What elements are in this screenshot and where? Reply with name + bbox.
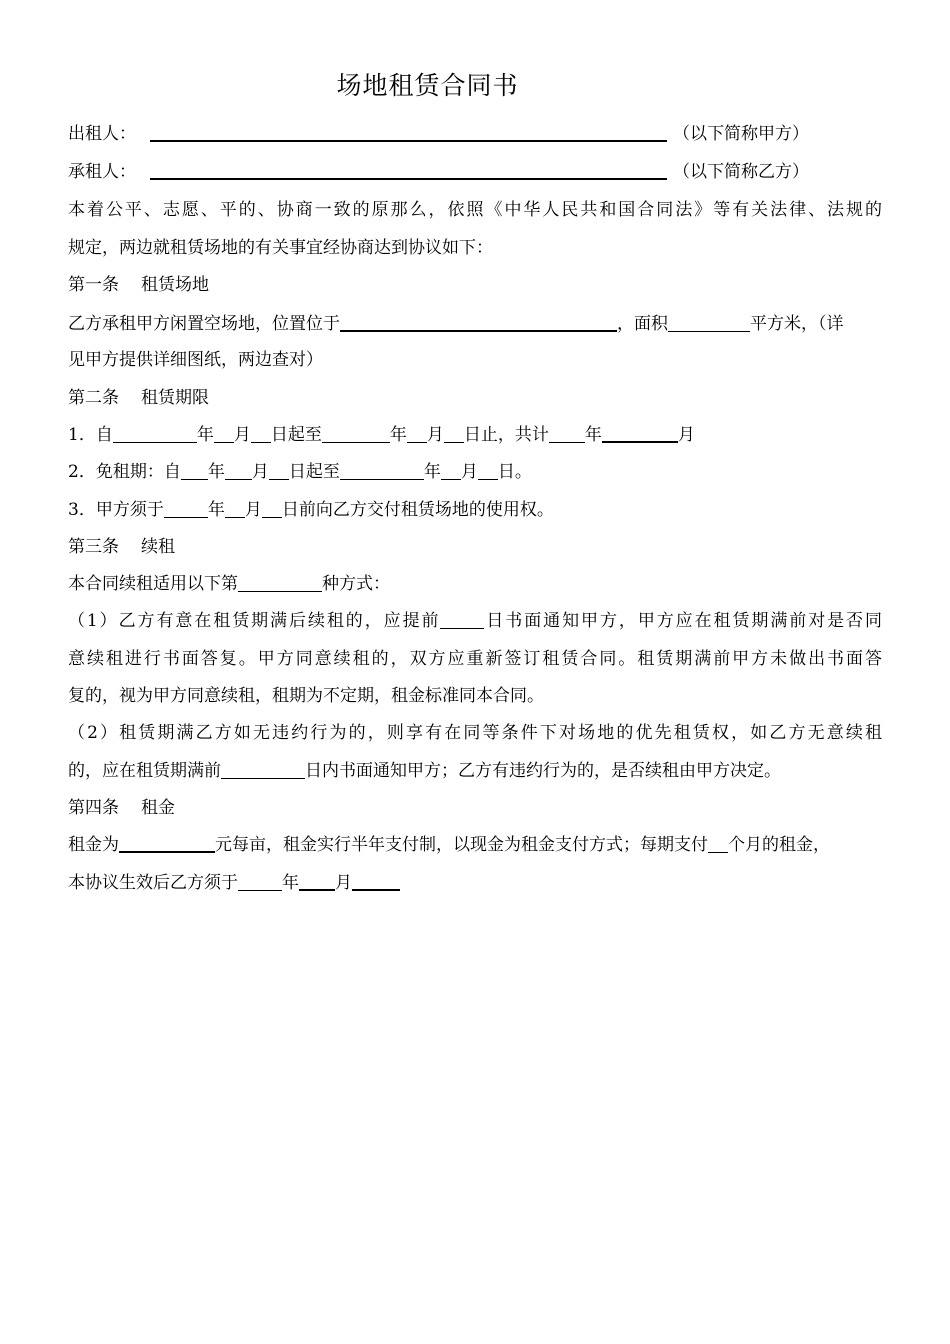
article-1-name: 租赁场地 — [141, 275, 209, 295]
delivery-day-blank[interactable] — [262, 499, 282, 518]
lessor-label: 出租人： — [68, 124, 136, 144]
months-per-payment-blank[interactable] — [708, 834, 728, 853]
renewal-method-blank[interactable] — [238, 573, 322, 592]
free-end-year-blank[interactable] — [340, 461, 424, 480]
delivery-item — [68, 498, 554, 522]
start-year-blank[interactable] — [113, 424, 197, 443]
text: 日内书面通知甲方；乙方有违约行为的，是否续租由甲方决定。 — [305, 761, 781, 781]
article-2-name: 租赁期限 — [141, 388, 209, 408]
text: 日书面通知甲方，甲方应在租赁期满前对是否同 — [484, 611, 882, 631]
end-year-blank[interactable] — [322, 424, 390, 443]
text: 年 — [389, 425, 407, 445]
site-area-blank[interactable] — [668, 313, 750, 332]
free-end-day-blank[interactable] — [478, 461, 498, 480]
free-start-year-blank[interactable] — [181, 461, 208, 480]
text: 年 — [196, 425, 214, 445]
article-4-name: 租金 — [141, 798, 175, 818]
payment-year-blank[interactable] — [238, 872, 282, 891]
article-3-heading — [68, 535, 175, 559]
lessee-blank[interactable] — [150, 160, 667, 180]
text: 月 — [335, 873, 352, 893]
text: 本合同续租适用以下第 — [68, 574, 238, 594]
delivery-month-blank[interactable] — [225, 499, 245, 518]
text: 月 — [251, 462, 269, 482]
article-3-name: 续租 — [141, 537, 175, 557]
payment-day-blank[interactable] — [352, 871, 400, 891]
delivery-year-blank[interactable] — [164, 499, 208, 518]
lessee-label: 承租人： — [68, 162, 136, 182]
text: 年 — [423, 462, 441, 482]
total-months-blank[interactable] — [602, 423, 678, 443]
rent-line-1 — [68, 833, 830, 857]
free-end-month-blank[interactable] — [441, 461, 461, 480]
renewal-notice-days-blank[interactable] — [221, 760, 305, 779]
lessor-blank[interactable] — [150, 122, 667, 142]
text: 日前向乙方交付租赁场地的使用权。 — [281, 500, 554, 520]
text: 年 — [584, 425, 602, 445]
end-month-blank[interactable] — [407, 424, 427, 443]
lessee-note: （以下简称乙方） — [673, 162, 809, 182]
text: 日止，共计 — [463, 425, 549, 445]
article-3-number: 第三条 — [68, 537, 119, 557]
site-area-unit: 平方米，（详 — [750, 314, 844, 334]
text: 月 — [426, 425, 444, 445]
text: 本协议生效后乙方须于 — [68, 873, 238, 893]
renewal-clause-1-line-2: 意续租进行书面答复。甲方同意续租的，双方应重新签订租赁合同。租赁期满前甲方未做出书面答 — [68, 649, 882, 669]
text: 3．甲方须于 — [68, 500, 164, 520]
lessee-line — [68, 160, 809, 184]
text: 月 — [677, 425, 695, 445]
preamble-line-2: 规定，两边就租赁场地的有关事宜经协商达到协议如下： — [68, 238, 493, 258]
text: 租金为 — [68, 835, 119, 855]
renewal-clause-1-line-1 — [68, 609, 882, 633]
text: 月 — [233, 425, 251, 445]
total-years-blank[interactable] — [549, 424, 585, 443]
text: 年 — [207, 462, 225, 482]
rent-amount-blank[interactable] — [119, 833, 215, 853]
preamble-line-1: 本着公平、志愿、平的、协商一致的原那么，依照《中华人民共和国合同法》等有关法律、法规的 — [68, 200, 882, 220]
text: 个月的租金， — [728, 835, 830, 855]
text: 种方式： — [322, 574, 390, 594]
lessor-note: （以下简称甲方） — [673, 124, 809, 144]
site-area-label: ，面积 — [617, 314, 668, 334]
site-location-blank[interactable] — [340, 312, 617, 332]
text: 月 — [460, 462, 478, 482]
text: 日起至 — [270, 425, 322, 445]
article-2-heading — [68, 386, 209, 410]
renewal-clause-1-line-3: 复的，视为甲方同意续租，租期为不定期，租金标准同本合同。 — [68, 686, 544, 706]
text: 年 — [282, 873, 299, 893]
start-month-blank[interactable] — [214, 424, 234, 443]
text: 2．免租期：自 — [68, 462, 181, 482]
article-4-heading — [68, 796, 175, 820]
renewal-clause-2-line-1: （2）租赁期满乙方如无违约行为的，则享有在同等条件下对场地的优先租赁权，如乙方无意续租 — [68, 723, 882, 743]
article-1-heading — [68, 273, 209, 297]
end-day-blank[interactable] — [444, 424, 464, 443]
rent-free-item — [68, 460, 532, 484]
renewal-clause-2-line-2 — [68, 759, 781, 783]
text: 年 — [207, 500, 225, 520]
article-2-number: 第二条 — [68, 388, 119, 408]
notice-days-blank[interactable] — [440, 610, 484, 629]
renewal-intro — [68, 572, 390, 596]
text: 月 — [244, 500, 262, 520]
text: 1．自 — [68, 425, 113, 445]
start-day-blank[interactable] — [251, 424, 271, 443]
document-title: 场地租赁合同书 — [336, 71, 519, 100]
rent-line-2 — [68, 871, 400, 895]
payment-month-blank[interactable] — [299, 871, 335, 891]
free-start-day-blank[interactable] — [269, 461, 289, 480]
lease-term-item — [68, 423, 695, 447]
site-location-label: 乙方承租甲方闲置空场地，位置位于 — [68, 314, 340, 334]
article-1-number: 第一条 — [68, 275, 119, 295]
lessor-line — [68, 122, 809, 146]
free-start-month-blank[interactable] — [225, 461, 252, 480]
text: 元每亩，租金实行半年支付制，以现金为租金支付方式；每期支付 — [215, 835, 708, 855]
text: 日起至 — [288, 462, 340, 482]
text: 日。 — [497, 462, 532, 482]
article-1-line-2: 见甲方提供详细图纸，两边查对） — [68, 350, 323, 370]
text: 的，应在租赁期满前 — [68, 761, 221, 781]
article-4-number: 第四条 — [68, 798, 119, 818]
article-1-line-1 — [68, 312, 844, 336]
text: （1）乙方有意在租赁期满后续租的，应提前 — [68, 611, 441, 631]
